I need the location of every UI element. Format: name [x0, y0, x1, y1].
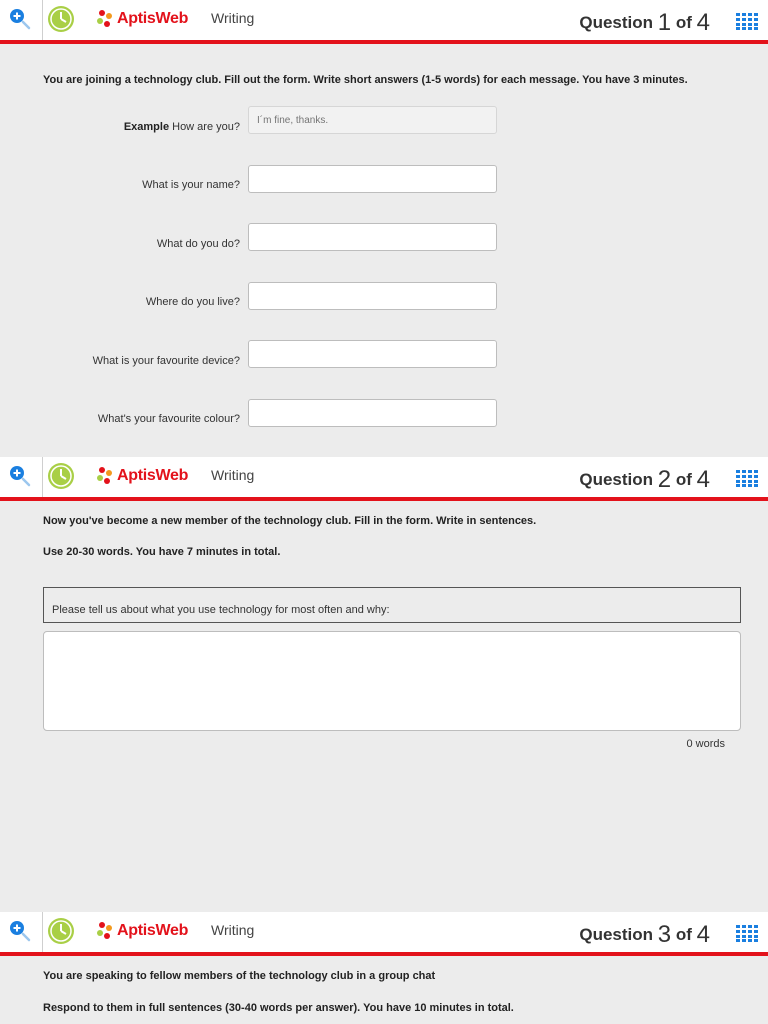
- question-3-instruction-line2: Respond to them in full sentences (30-40 words per answer). You have 10 minutes in total.: [43, 1002, 514, 1014]
- header-divider: [42, 0, 43, 40]
- timer-clock-icon: [47, 917, 75, 945]
- logo-aptis-text: Aptis: [117, 10, 156, 27]
- question-2-prompt: [43, 587, 741, 623]
- header-divider: [42, 912, 43, 952]
- example-label: Example How are you?: [123, 121, 240, 133]
- colour-answer-field[interactable]: [248, 399, 497, 427]
- device-question-label: What is your favourite device?: [92, 355, 240, 367]
- colour-question-label: What's your favourite colour?: [97, 413, 240, 425]
- question-grid-icon[interactable]: [736, 925, 758, 942]
- timer-clock-icon: [47, 462, 75, 490]
- section-title: Writing: [211, 922, 255, 938]
- section-title: Writing: [211, 467, 255, 483]
- logo-web-text: Web: [155, 922, 189, 939]
- zoom-in-icon[interactable]: [8, 463, 34, 489]
- aptis-web-logo: [96, 8, 188, 30]
- logo-aptis-text: Aptis: [117, 922, 156, 939]
- question-grid-icon[interactable]: [736, 470, 758, 487]
- question-counter: Question 2 of 4: [579, 466, 710, 493]
- question-2-answer-textarea[interactable]: [43, 631, 741, 731]
- device-answer-field[interactable]: [248, 340, 497, 368]
- logo-dots-icon: [96, 921, 116, 941]
- logo-dots-icon: [96, 466, 116, 486]
- question-2-instruction-line2: Use 20-30 words. You have 7 minutes in total.: [43, 546, 281, 558]
- logo-web-text: Web: [155, 467, 189, 484]
- example-answer-field: [248, 106, 497, 134]
- zoom-in-icon[interactable]: [8, 918, 34, 944]
- occupation-answer-field[interactable]: [248, 223, 497, 251]
- section-title: Writing: [211, 10, 255, 26]
- top-bar: [0, 457, 768, 501]
- logo-web-text: Web: [155, 10, 189, 27]
- logo-dots-icon: [96, 9, 116, 29]
- question-1-instruction: You are joining a technology club. Fill out the form. Write short answers (1-5 words) for each message. You have 3 minutes.: [43, 74, 688, 86]
- name-question-label: What is your name?: [142, 179, 240, 191]
- residence-question-label: Where do you live?: [145, 296, 240, 308]
- zoom-in-icon[interactable]: [8, 6, 34, 32]
- prompt-text: Please tell us about what you use technology for most often and why:: [52, 604, 390, 616]
- aptis-web-logo: [96, 920, 188, 942]
- name-answer-field[interactable]: [248, 165, 497, 193]
- question-grid-icon[interactable]: [736, 13, 758, 30]
- timer-clock-icon: [47, 5, 75, 33]
- question-counter: Question 1 of 4: [579, 9, 710, 36]
- header-divider: [42, 457, 43, 497]
- residence-answer-field[interactable]: [248, 282, 497, 310]
- occupation-question-label: What do you do?: [156, 238, 240, 250]
- aptis-web-logo: [96, 465, 188, 487]
- question-counter: Question 3 of 4: [579, 921, 710, 948]
- word-counter: 0 words: [686, 738, 725, 750]
- question-2-instruction-line1: Now you've become a new member of the technology club. Fill in the form. Write in sentences.: [43, 515, 537, 527]
- top-bar: [0, 0, 768, 44]
- top-bar: [0, 912, 768, 956]
- logo-aptis-text: Aptis: [117, 467, 156, 484]
- question-3-instruction-line1: You are speaking to fellow members of the technology club in a group chat: [43, 970, 436, 982]
